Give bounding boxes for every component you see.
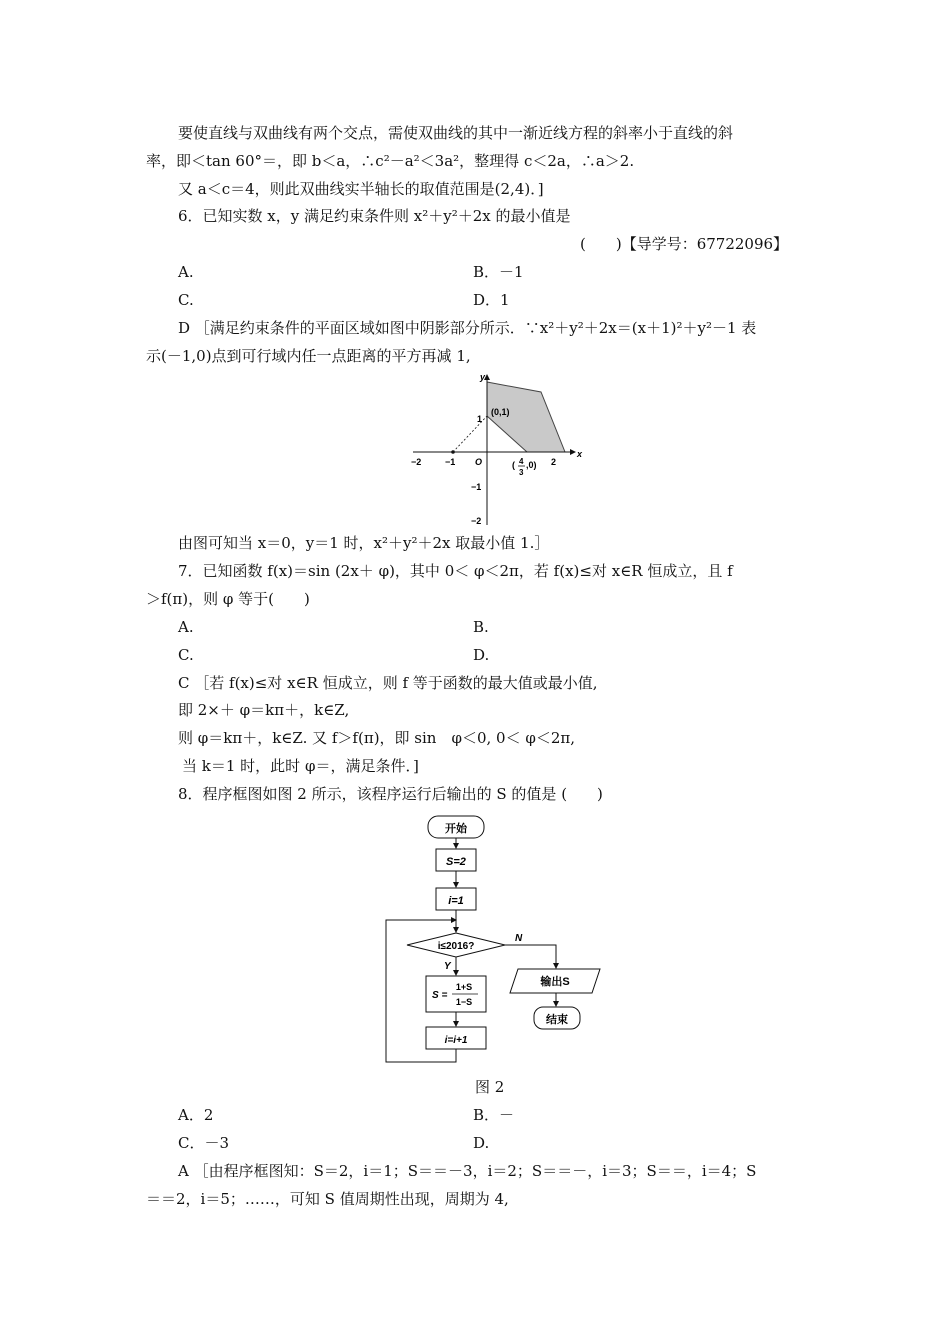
answer-7-line: 即 2×＋ φ＝kπ＋，k∈Z, (178, 701, 350, 719)
update-num: 1+S (455, 982, 473, 992)
text-line: 要使直线与双曲线有两个交点，需使双曲线的其中一渐近线方程的斜率小于直线的斜 (178, 124, 734, 142)
shaded-region (487, 382, 565, 452)
point-label-paren: ( (512, 460, 515, 470)
option-d: D．1 (473, 291, 510, 309)
y-tick-label: −1 (471, 482, 482, 492)
feasible-region-graph (405, 370, 585, 534)
text-line: 又 a＜c＝4，则此双曲线实半轴长的取值范围是(2,4)．] (178, 180, 544, 198)
origin-label: O (475, 457, 483, 467)
end-label: 结束 (546, 1014, 568, 1026)
option-c: C．－3 (178, 1134, 230, 1152)
answer-8-line: ＝＝2，i＝5；……，可知 S 值周期性出现，周期为 4, (146, 1190, 509, 1208)
option-b: B．－1 (473, 263, 524, 281)
condition-label: i≤2016? (437, 941, 475, 952)
x-axis-label: x (577, 449, 583, 459)
yes-label: Y (444, 961, 451, 972)
option-a: A. (178, 618, 194, 636)
question-6: 6．已知实数 x，y 满足约束条件则 x²＋y²＋2x 的最小值是 (178, 207, 571, 225)
question-6-tail: ( )【导学号：67722096】 (580, 235, 789, 253)
graph-svg (405, 370, 585, 530)
answer-6-line: D ［满足约束条件的平面区域如图中阴影部分所示．∵x²＋y²＋2x＝(x＋1)²＋y²－1 表 (178, 319, 757, 337)
flowchart-svg (380, 812, 610, 1072)
question-7: ＞f(π)，则 φ 等于( ) (146, 590, 310, 608)
init-i-label: i=1 (448, 895, 464, 907)
figure-caption: 图 2 (475, 1078, 505, 1096)
y-tick-label: 1 (477, 414, 483, 424)
point-label-den: 3 (519, 468, 524, 477)
option-a: A．2 (178, 1106, 214, 1124)
answer-8-line: A ［由程序框图知：S＝2，i＝1；S＝＝－3，i＝2；S＝＝－，i＝3；S＝＝，i＝4；S (178, 1162, 757, 1180)
text-line: 率，即＜tan 60°＝，即 b＜a，∴c²－a²＜3a²，整理得 c＜2a，∴a＞2. (146, 152, 635, 170)
point-label-01: (0,1) (491, 407, 510, 417)
answer-7-line: 当 k＝1 时，此时 φ＝，满足条件．] (182, 757, 419, 775)
y-tick-label: −2 (471, 516, 482, 526)
increment-label: i=i+1 (444, 1035, 468, 1046)
question-8: 8．程序框图如图 2 所示，该程序运行后输出的 S 的值是 ( ) (178, 785, 603, 803)
point-neg1 (451, 450, 455, 454)
x-axis-arrow (570, 449, 576, 455)
answer-6-line: 示(－1,0)点到可行域内任一点距离的平方再减 1, (146, 347, 471, 365)
answer-6-line: 由图可知当 x＝0，y＝1 时，x²＋y²＋2x 取最小值 1.］ (178, 534, 550, 552)
option-d: D. (473, 646, 490, 664)
x-tick-label: −1 (445, 457, 456, 467)
question-7: 7．已知函数 f(x)＝sin (2x＋ φ)，其中 0＜ φ＜2π，若 f(x)≤对 x∈R 恒成立，且 f (178, 562, 733, 580)
point-label-num: 4 (519, 457, 524, 466)
option-b: B．－ (473, 1106, 515, 1124)
option-b: B. (473, 618, 489, 636)
update-den: 1−S (455, 997, 473, 1007)
no-arrow (505, 945, 556, 968)
x-tick-label: −2 (411, 457, 422, 467)
update-lhs: S = (432, 990, 448, 1001)
no-label: N (515, 933, 523, 944)
answer-7-line: 则 φ＝kπ＋，k∈Z. 又 f＞f(π)，即 sin φ＜0, 0＜ φ＜2π, (178, 729, 576, 747)
output-label: 输出S (540, 976, 570, 988)
y-axis-label: y (480, 372, 486, 382)
option-c: C. (178, 646, 194, 664)
point-label-tail: ,0) (526, 460, 537, 470)
x-tick-label: 2 (551, 457, 557, 467)
start-label: 开始 (445, 823, 467, 835)
init-s-label: S=2 (446, 856, 466, 868)
answer-7-line: C ［若 f(x)≤对 x∈R 恒成立，则 f 等于函数的最大值或最小值, (178, 674, 598, 692)
option-c: C. (178, 291, 194, 309)
option-d: D. (473, 1134, 490, 1152)
option-a: A. (178, 263, 194, 281)
flowchart (380, 812, 610, 1076)
